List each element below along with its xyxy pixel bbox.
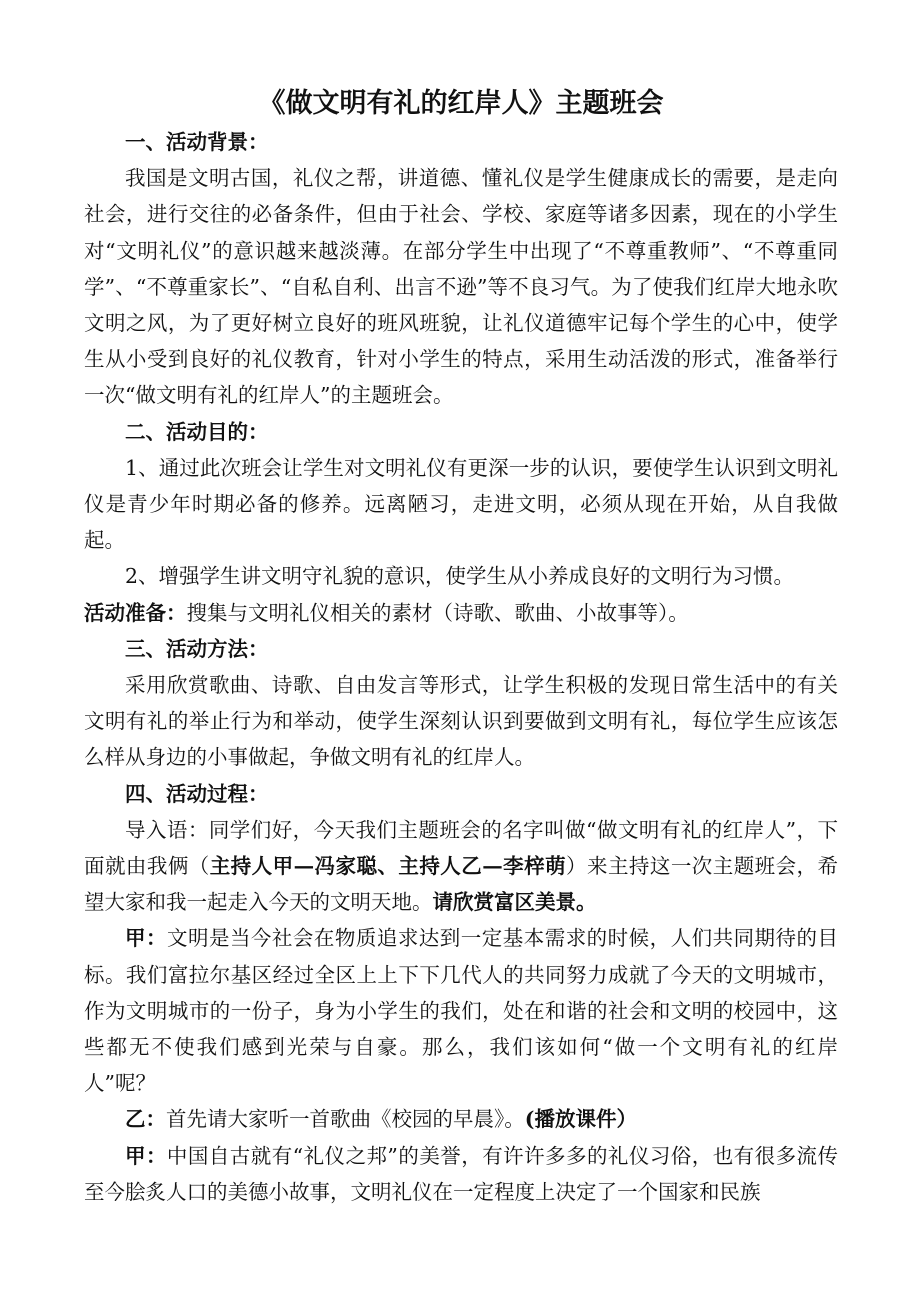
section-heading-purpose: 二、活动目的： <box>125 419 269 444</box>
dialogue-text: 中国自古就有“礼仪之邦”的美誉，有许许多多的礼仪习俗，也有很多流传至今脍炙人口的美德小故事，文明礼仪在一定程度上决定了一个国家和民族 <box>84 1143 838 1204</box>
section-heading-background: 一、活动背景： <box>125 130 269 154</box>
section-heading-process: 四、活动过程： <box>125 781 269 806</box>
speaker-yi-label: 乙： <box>125 1107 166 1132</box>
dialogue-text: 文明是当今社会在物质追求达到一定基本需求的时候，人们共同期待的目标。我们富拉尔基区经过全区上上下下几代人的共同努力成就了今天的文明城市，作为文明城市的一份子，身为小学生的我们，处在和谐的社会和文明的校园中，这些都无不使我们感到光荣与自豪。那么，我们该如何“做一个文明有礼的红岸人”呢？ <box>84 926 839 1096</box>
intro-text-a: 导入语：同学们好，今天我们主题班会的名字叫做“做文明有礼的红岸人”，下面就由我俩（ <box>84 817 838 879</box>
dialogue-text: 首先请大家听一首歌曲《校园的早晨》。 <box>166 1107 525 1132</box>
intro-bold-end: 请欣赏富区美景。 <box>432 890 597 915</box>
play-courseware-note: (播放课件） <box>524 1107 637 1132</box>
intro-paragraph <box>84 812 838 921</box>
preparation-text: 搜集与文明礼仪相关的素材（诗歌、歌曲、小故事等）。 <box>186 600 689 625</box>
purpose-item-1: 1、通过此次班会让学生对文明礼仪有更深一步的认识，要使学生认识到文明礼仪是青少年时期必备的修养。远离陋习，走进文明，必须从现在开始，从自我做起。 <box>84 455 838 553</box>
section-heading-method: 三、活动方法： <box>125 636 269 661</box>
purpose-item-2: 2、增强学生讲文明守礼貌的意识，使学生从小养成良好的文明行为习惯。 <box>125 564 795 589</box>
intro-hosts: 主持人甲—冯家聪、主持人乙—李梓萌 <box>209 854 567 879</box>
speaker-jia-label: 甲： <box>125 1143 167 1168</box>
dialogue-jia-2 <box>84 1138 838 1210</box>
dialogue-yi-1 <box>84 1101 838 1137</box>
background-paragraph: 我国是文明古国，礼仪之帮，讲道德、懂礼仪是学生健康成长的需要，是走向社会，进行交往的必备条件，但由于社会、学校、家庭等诸多因素，现在的小学生对“文明礼仪”的意识越来越淡薄。在部分学生中出现了“不尊重教师”、“不尊重同学”、“不尊重家长”、“自私自利、出言不逊”等不良习气。为了使我们红岸大地永吹文明之风，为了更好树立良好的班风班貌，让礼仪道德牢记每个学生的心中，使学生从小受到良好的礼仪教育，针对小学生的特点，采用生动活泼的形式，准备举行一次“做文明有礼的红岸人”的主题班会。 <box>84 166 838 408</box>
speaker-jia-label: 甲： <box>125 926 167 951</box>
preparation-label: 活动准备： <box>84 600 187 625</box>
document-title: 《做文明有礼的红岸人》主题班会 <box>258 88 664 119</box>
preparation-paragraph <box>84 595 838 631</box>
dialogue-jia-1 <box>84 920 838 1101</box>
intro-text-b: ）来主持这一次主题班会，希望大家和我一起走入今天的文明天地。 <box>84 854 839 915</box>
method-paragraph: 采用欣赏歌曲、诗歌、自由发言等形式，让学生积极的发现日常生活中的有关文明有礼的举止行为和举动，使学生深刻认识到要做到文明有礼，每位学生应该怎么样从身边的小事做起，争做文明有礼的红岸人。 <box>84 673 838 770</box>
